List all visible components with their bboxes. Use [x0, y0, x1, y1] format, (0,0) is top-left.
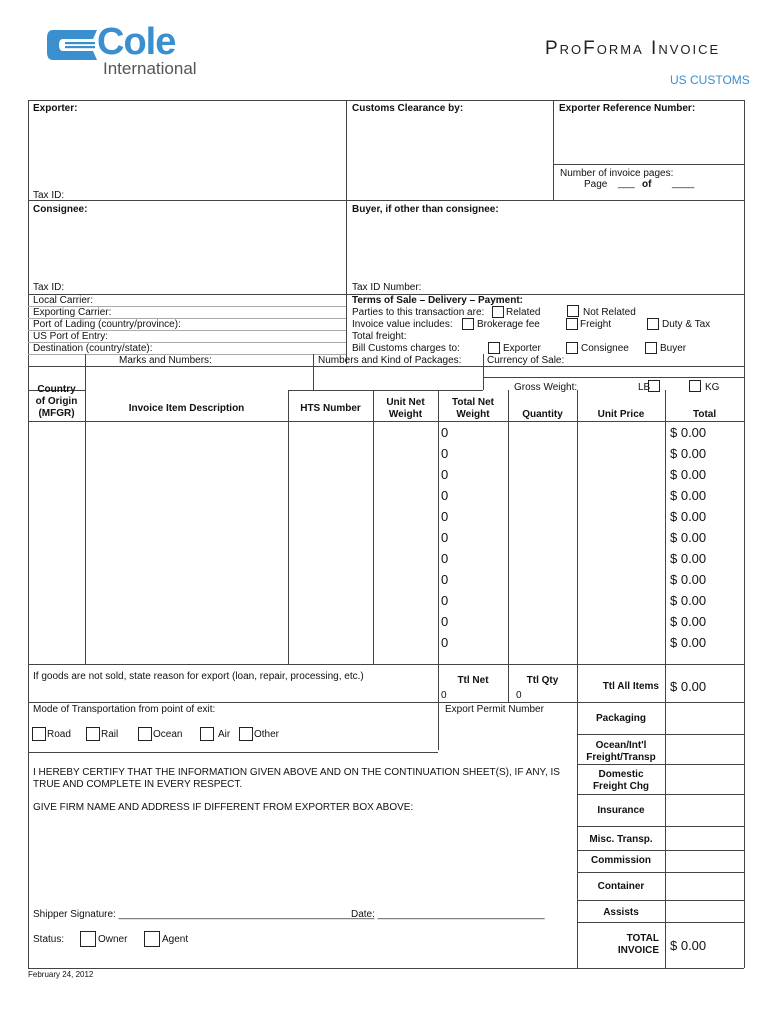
duty-tax-label: Duty & Tax [662, 319, 711, 330]
total-invoice-value: $ 0.00 [670, 938, 707, 953]
col-description: Invoice Item Description [128, 403, 245, 414]
tax-id-number-label: Tax ID Number: [352, 282, 422, 293]
total-label: TOTAL [626, 933, 659, 944]
row-total-net[interactable]: 0 [441, 614, 449, 629]
row-total: $ 0.00 [670, 572, 707, 587]
row-total-net[interactable]: 0 [441, 446, 449, 461]
row-total: $ 0.00 [670, 635, 707, 650]
insurance-label: Insurance [597, 805, 645, 816]
assists-label: Assists [603, 907, 639, 918]
rail-label: Rail [101, 729, 119, 740]
parties-label: Parties to this transaction are: [352, 307, 485, 318]
freight-chg-label: Freight Chg [592, 781, 650, 792]
row-total-net[interactable]: 0 [441, 509, 449, 524]
doc-title: ProForma Invoice [545, 38, 721, 59]
bill-buyer-label: Buyer [660, 343, 687, 354]
row-total-net[interactable]: 0 [441, 425, 449, 440]
exporter-ref-label: Exporter Reference Number: [559, 103, 696, 114]
bill-customs-label: Bill Customs charges to: [352, 343, 460, 354]
col-total: Total [693, 409, 717, 420]
lb-label: LB [638, 382, 651, 393]
not-related-label: Not Related [583, 307, 636, 318]
agent-checkbox[interactable] [144, 931, 160, 947]
logo-icon [47, 27, 99, 63]
ttl-qty-label: Ttl Qty [526, 675, 559, 686]
logo-text: Cole [97, 21, 176, 63]
terms-of-sale-label: Terms of Sale – Delivery – Payment: [352, 295, 524, 306]
col-unit-net: Unit Net [386, 397, 425, 408]
row-total-net[interactable]: 0 [441, 530, 449, 545]
marks-numbers-label: Marks and Numbers: [119, 355, 212, 366]
page-number-field[interactable]: ___ [618, 178, 635, 189]
packaging-label: Packaging [595, 713, 647, 724]
row-total: $ 0.00 [670, 425, 707, 440]
col-quantity: Quantity [522, 409, 563, 420]
col-unit-price: Unit Price [597, 409, 645, 420]
shipper-signature-field[interactable]: Shipper Signature: ______________________________________________ [33, 909, 375, 920]
agent-label: Agent [162, 934, 189, 945]
misc-transp-label: Misc. Transp. [589, 834, 653, 845]
export-permit-label: Export Permit Number [445, 704, 544, 715]
local-carrier-label: Local Carrier: [33, 295, 94, 306]
ttl-qty-value: 0 [516, 690, 522, 701]
not-sold-label: If goods are not sold, state reason for export (loan, repair, processing, etc.) [33, 671, 364, 682]
ttl-net-label: Ttl Net [457, 675, 489, 686]
bill-exporter-checkbox[interactable] [488, 342, 500, 354]
tax-id-label-2: Tax ID: [33, 282, 65, 293]
kg-label: KG [705, 382, 720, 393]
invoice-includes-label: Invoice value includes: [352, 319, 453, 330]
logo-subtext: International [103, 59, 197, 78]
ocean-checkbox[interactable] [138, 727, 152, 741]
not-related-checkbox[interactable] [567, 305, 579, 317]
bill-consignee-label: Consignee [581, 343, 629, 354]
consignee-label: Consignee: [33, 204, 88, 215]
exporter-label: Exporter: [33, 103, 78, 114]
ttl-all-items-value: $ 0.00 [670, 679, 707, 694]
container-label: Container [597, 881, 645, 892]
invoice-pages-label: Number of invoice pages: [560, 168, 674, 179]
domestic-label: Domestic [598, 769, 644, 780]
col-country: Country [37, 384, 76, 395]
mode-transport-label: Mode of Transportation from point of exit: [33, 704, 216, 715]
row-total-net[interactable]: 0 [441, 488, 449, 503]
related-checkbox[interactable] [492, 306, 504, 318]
row-total: $ 0.00 [670, 530, 707, 545]
destination-label: Destination (country/state): [33, 343, 153, 354]
page-label: Page [584, 179, 608, 190]
freight-label: Freight [580, 319, 612, 330]
col-unit-net-weight: Weight [388, 409, 423, 420]
exporting-carrier-label: Exporting Carrier: [33, 307, 112, 318]
total-freight-label: Total freight: [352, 331, 407, 342]
duty-tax-checkbox[interactable] [647, 318, 659, 330]
doc-subtitle: US CUSTOMS [670, 73, 750, 87]
invoice-label: INVOICE [617, 945, 659, 956]
rail-checkbox[interactable] [86, 727, 100, 741]
customs-clearance-label: Customs Clearance by: [352, 103, 464, 114]
status-label: Status: [33, 934, 65, 945]
signature-date-field[interactable]: Date: ______________________________ [351, 909, 545, 920]
row-total-net[interactable]: 0 [441, 467, 449, 482]
col-total-net-weight: Weight [456, 409, 490, 420]
us-port-label: US Port of Entry: [33, 331, 109, 342]
row-total-net[interactable]: 0 [441, 551, 449, 566]
commission-label: Commission [590, 855, 651, 866]
bill-buyer-checkbox[interactable] [645, 342, 657, 354]
road-checkbox[interactable] [32, 727, 46, 741]
row-total: $ 0.00 [670, 446, 707, 461]
other-checkbox[interactable] [239, 727, 253, 741]
col-mfgr: (MFGR) [38, 408, 75, 419]
col-of-origin: of Origin [35, 396, 78, 407]
kg-checkbox[interactable] [689, 380, 701, 392]
freight-checkbox[interactable] [566, 318, 578, 330]
port-lading-label: Port of Lading (country/province): [33, 319, 181, 330]
bill-exporter-label: Exporter [503, 343, 541, 354]
col-total-net: Total Net [451, 397, 495, 408]
freight-transp-label: Freight/Transp [586, 752, 656, 763]
road-label: Road [47, 729, 71, 740]
other-label: Other [254, 729, 280, 740]
owner-checkbox[interactable] [80, 931, 96, 947]
row-total: $ 0.00 [670, 614, 707, 629]
num-kind-packages-label: Numbers and Kind of Packages: [318, 355, 462, 366]
brokerage-label: Brokerage fee [477, 319, 540, 330]
form-date: February 24, 2012 [28, 970, 94, 979]
ocean-intl-label: Ocean/Int'l [595, 740, 647, 751]
row-total: $ 0.00 [670, 551, 707, 566]
brokerage-checkbox[interactable] [462, 318, 474, 330]
row-total-net[interactable]: 0 [441, 593, 449, 608]
related-label: Related [506, 307, 541, 318]
row-total-net[interactable]: 0 [441, 635, 449, 650]
row-total: $ 0.00 [670, 593, 707, 608]
firm-name-label: GIVE FIRM NAME AND ADDRESS IF DIFFERENT FROM EXPORTER BOX ABOVE: [33, 802, 414, 813]
certify-line-1: I HEREBY CERTIFY THAT THE INFORMATION GIVEN ABOVE AND ON THE CONTINUATION SHEET(S), IF ANY, IS [33, 767, 560, 778]
air-checkbox[interactable] [200, 727, 214, 741]
gross-weight-label: Gross Weight: [514, 382, 578, 393]
air-label: Air [218, 729, 231, 740]
buyer-label: Buyer, if other than consignee: [352, 204, 499, 215]
ttl-all-items-label: Ttl All Items [602, 681, 659, 692]
row-total: $ 0.00 [670, 467, 707, 482]
owner-label: Owner [98, 934, 128, 945]
row-total: $ 0.00 [670, 488, 707, 503]
row-total-net[interactable]: 0 [441, 572, 449, 587]
col-hts: HTS Number [300, 403, 361, 414]
currency-sale-label: Currency of Sale: [487, 355, 565, 366]
certify-line-2: TRUE AND COMPLETE IN EVERY RESPECT. [33, 779, 243, 790]
of-label: of [642, 179, 652, 190]
ttl-net-value: 0 [441, 690, 447, 701]
page-total-field[interactable]: ____ [672, 178, 695, 189]
tax-id-label: Tax ID: [33, 190, 65, 201]
row-total: $ 0.00 [670, 509, 707, 524]
ocean-label: Ocean [153, 729, 183, 740]
bill-consignee-checkbox[interactable] [566, 342, 578, 354]
